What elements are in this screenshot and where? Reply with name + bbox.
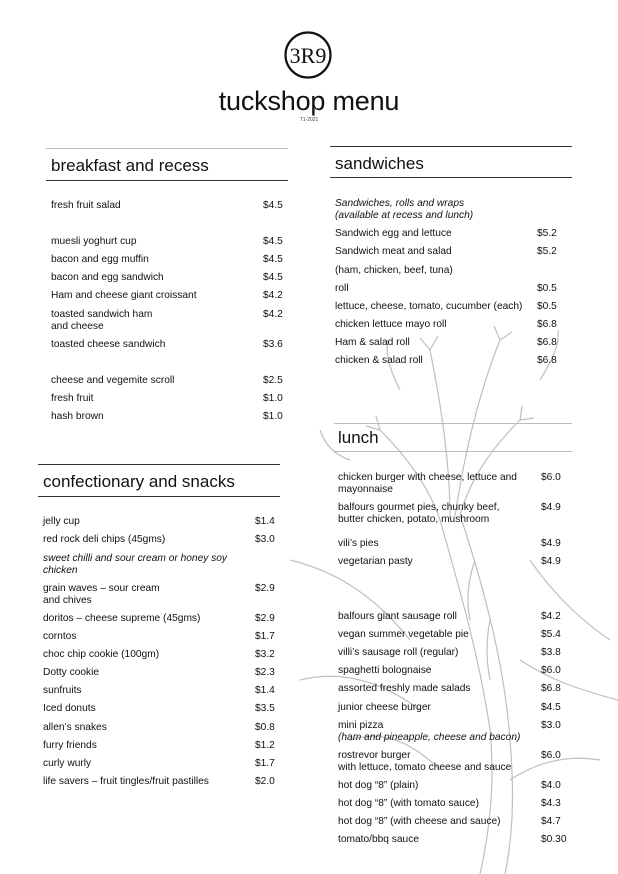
school-logo: [284, 31, 332, 79]
breakfast-section-title: breakfast and recess: [51, 156, 209, 175]
confectionary-section-title: confectionary and snacks: [43, 472, 235, 491]
sandwiches-intro: Sandwiches, rolls and wraps (available at recess and lunch): [335, 198, 474, 221]
page-title: tuckshop menu: [218, 86, 400, 116]
fillings-note: (ham, chicken, beef, tuna): [335, 265, 453, 276]
menu-code: T1-2021: [299, 117, 319, 123]
lunch-section-title: lunch: [338, 428, 379, 447]
sandwiches-section-title: sandwiches: [335, 154, 424, 173]
chips-flavour-note: sweet chilli and sour cream or honey soy chicken: [43, 553, 228, 576]
pizza-note: (ham and pineapple, cheese and bacon): [338, 732, 521, 743]
logo-text: 3R9: [289, 43, 327, 68]
